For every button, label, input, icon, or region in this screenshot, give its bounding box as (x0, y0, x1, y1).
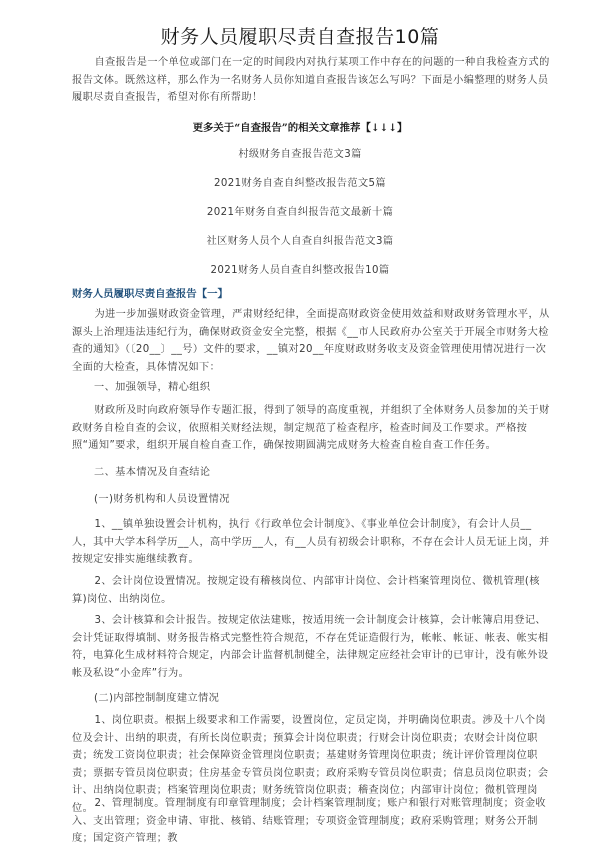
paragraph-1: 为进一步加强财政资金管理，严肃财经纪律，全面提高财政资金使用效益和财政财务管理水平，从源头上治理违法违纪行为，确保财政资金安全完整，根据《__市人民政府办公室关于开展全市财务大检查的通知》（〔20__〕__号）文件的要求，__镇对20__年度财政财务收支及资金管理使用情况进行一次全面的大检查，具体情况如下： (72, 309, 550, 373)
heading-two: 二、基本情况及自查结论 (94, 467, 211, 478)
recommend-link-4[interactable]: 社区财务人员个人自查自纠报告范文3篇 (206, 236, 394, 247)
paragraph-2: 财政所及时向政府领导作专题汇报，得到了领导的高度重视，并组织了全体财务人员参加的关于财政财务自检自查的会议，依照相关财经法规，制定规范了检查程序，检查时间及工作要求。严格按照“通知”要求，组织开展自检自查工作，确保按期圆满完成财务大检查自检自查工作任务。 (72, 405, 550, 452)
recommend-link-1[interactable]: 村级财务自查报告范文3篇 (238, 149, 362, 160)
page-title: 财务人员履职尽责自查报告10篇 (160, 26, 440, 48)
recommend-link-2[interactable]: 2021财务自查自纠整改报告范文5篇 (213, 178, 387, 189)
paragraph-5: 3、会计核算和会计报告。按规定依法建账，按适用统一会计制度会计核算，会计帐簿启用登记、会计凭证取得填制、财务报告格式完整性符合规范，不存在凭证造假行为，帐帐、帐证、帐表、帐实相符，电算化生成材料符合规定，内部会计监督机制健全，法律规定应经社会审计的已审计，没有帐外设帐及私设“小金库”行为。 (72, 615, 549, 679)
recommend-heading: 更多关于“自查报告”的相关文章推荐【↓↓↓】 (192, 122, 408, 134)
paragraph-7: 2、管理制度。管理制度有印章管理制度；会计档案管理制度；账户和银行对账管理制度；资金收入、支出管理；资金申请、审批、核销、结账管理；专项资金管理制度；政府采购管理；财务公开制度；国定资产管理；教 (72, 798, 546, 845)
recommend-link-5[interactable]: 2021财务人员自查自纠整改报告10篇 (210, 265, 390, 276)
recommend-link-3[interactable]: 2021年财务自查自纠报告范文最新十篇 (206, 207, 394, 218)
paragraph-3: 1、__镇单独设置会计机构，执行《行政单位会计制度》、《事业单位会计制度》，有会计人员__人，其中大学本科学历__人，高中学历__人，有__人员有初级会计职称，不存在会计人员无证上岗，并按规定安排实施继续教育。 (72, 519, 550, 566)
intro-paragraph: 自查报告是一个单位或部门在一定的时间段内对执行某项工作中存在的问题的一种自我检查方式的报告文体。既然这样，那么作为一名财务人员你知道自查报告该怎么写吗？下面是小编整理的财务人员履职尽责自查报告，希望对你有所帮助！ (72, 57, 550, 104)
heading-one: 一、加强领导，精心组织 (94, 382, 211, 393)
subheading-two-1: (一)财务机构和人员设置情况 (94, 494, 230, 505)
subheading-two-2: (二)内部控制制度建立情况 (94, 693, 220, 704)
paragraph-4: 2、会计岗位设置情况。按规定设有稽核岗位、内部审计岗位、会计档案管理岗位、微机管理(核算)岗位、出纳岗位。 (72, 576, 540, 605)
paragraph-6: 1、岗位职责。根据上级要求和工作需要，设置岗位，定员定岗，并明确岗位职责。涉及十八个岗位及会计、出纳的职责，有所长岗位职责；预算会计岗位职责；行财会计岗位职责；农财会计岗位职责；统发工资岗位职责；社会保障资金管理岗位职责；基建财务管理岗位职责；统计评价管理岗位职责；票据专管员岗位职责；住房基金专管员岗位职责；政府采购专管员岗位职责；信息员岗位职责；会计、出纳岗位职责；档案管理岗位职责；财务统管岗位职责；稽查岗位；内部审计岗位；微机管理岗位。 (72, 715, 549, 814)
section-heading-1: 财务人员履职尽责自查报告【一】 (72, 288, 228, 300)
